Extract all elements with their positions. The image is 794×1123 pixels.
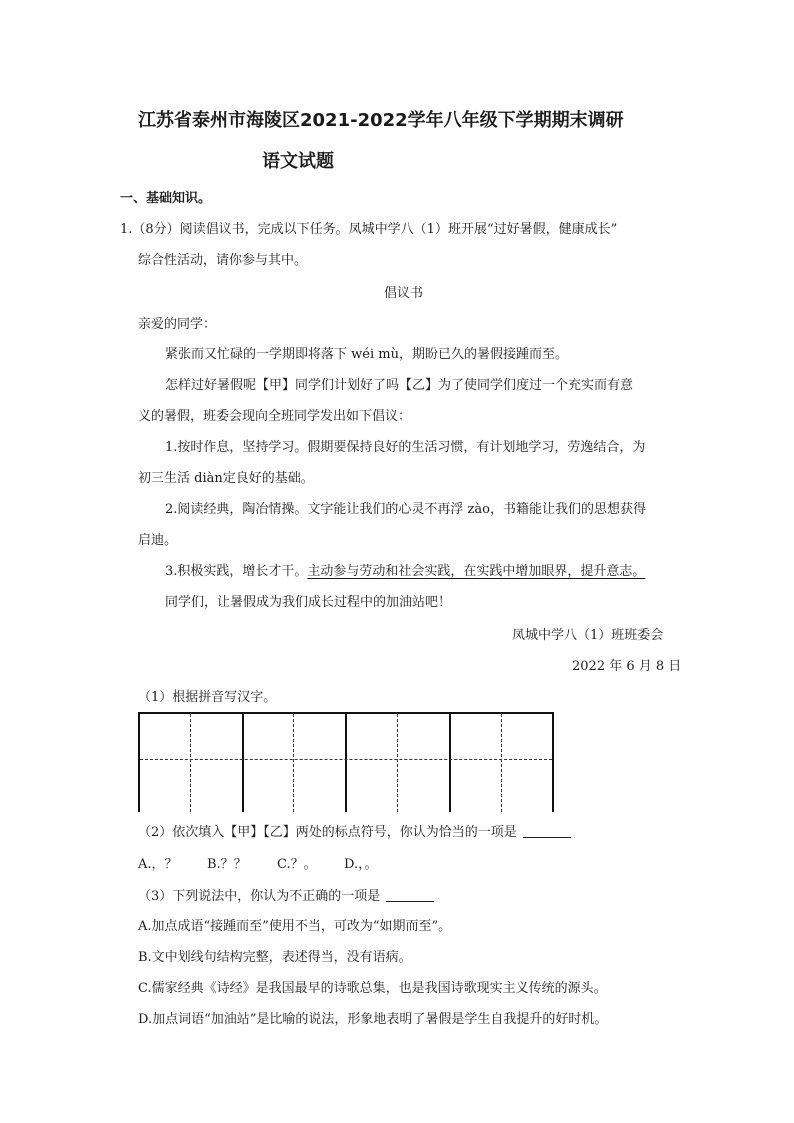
- answer-blank[interactable]: [386, 889, 434, 902]
- grid-right-border: [552, 712, 554, 812]
- option-b: B.？？: [207, 857, 247, 872]
- grid-cell[interactable]: [345, 712, 451, 812]
- option-d: D.，。: [344, 857, 378, 872]
- grid-guide-line: [140, 759, 552, 760]
- grid-guide-line: [190, 714, 191, 812]
- exam-title-line2: 语文试题: [262, 151, 334, 172]
- option-c: C.？。: [277, 857, 317, 872]
- proposal-item: 2.阅读经典，陶冶情操。文字能让我们的心灵不再浮 zào，书籍能让我们的思想获得: [165, 502, 646, 517]
- proposal-item-cont: 启迪。: [138, 533, 178, 548]
- subquestion-3-text: （3）下列说法中，你认为不正确的一项是: [138, 889, 381, 904]
- letter-date: 2022 年 6 月 8 日: [572, 659, 682, 674]
- option-b: B.文中划线句结构完整，表述得当，没有语病。: [138, 950, 412, 965]
- subquestion-2: [138, 821, 571, 840]
- letter-paragraph-cont: 义的暑假，班委会现向全班同学发出如下倡议：: [138, 409, 412, 424]
- letter-paragraph: 紧张而又忙碌的一学期即将落下 wéi mù，期盼已久的暑假接踵而至。: [165, 347, 568, 362]
- grid-guide-line: [397, 714, 398, 812]
- option-c: C.儒家经典《诗经》是我国最早的诗歌总集，也是我国诗歌现实主义传统的源头。: [138, 981, 607, 996]
- answer-blank[interactable]: [523, 825, 571, 838]
- letter-heading: 倡议书: [384, 286, 424, 301]
- underlined-sentence: 主动参与劳动和社会实践，在实践中增加眼界，提升意志。: [307, 564, 646, 579]
- exam-title-line1: 江苏省泰州市海陵区2021-2022学年八年级下学期期末调研: [138, 110, 624, 131]
- option-d: D.加点词语“加油站”是比喻的说法，形象地表明了暑假是学生自我提升的好时机。: [138, 1012, 608, 1027]
- subquestion-3: [138, 885, 434, 904]
- question-intro: 1.（8分）阅读倡议书，完成以下任务。凤城中学八（1）班开展“过好暑假，健康成长”: [120, 222, 618, 237]
- grid-cell[interactable]: [138, 712, 244, 812]
- grid-guide-line: [293, 714, 294, 812]
- letter-signature: 凤城中学八（1）班班委会: [512, 628, 664, 643]
- question-intro-cont: 综合性活动，请你参与其中。: [138, 253, 308, 268]
- writing-grid: [138, 712, 552, 812]
- grid-cell[interactable]: [449, 712, 555, 812]
- option-a: A.，？: [138, 857, 178, 872]
- letter-greeting: 亲爱的同学：: [138, 317, 217, 332]
- proposal-item-prefix: 3.积极实践，增长才干。: [165, 564, 308, 579]
- proposal-item-cont: 初三生活 diàn定良好的基础。: [138, 471, 314, 486]
- letter-closing: 同学们，让暑假成为我们成长过程中的加油站吧！: [165, 595, 452, 610]
- letter-paragraph: 怎样过好暑假呢【甲】同学们计划好了吗【乙】为了使同学们度过一个充实而有意: [165, 378, 634, 393]
- subquestion-2-text: （2）依次填入【甲】【乙】两处的标点符号，你认为恰当的一项是: [138, 825, 517, 840]
- proposal-item: [165, 560, 645, 579]
- proposal-item: 1.按时作息，坚持学习。假期要保持良好的生活习惯，有计划地学习，劳逸结合，为: [165, 440, 646, 455]
- section-heading: 一、基础知识。: [120, 191, 212, 206]
- option-a: A.加点成语“接踵而至”使用不当，可改为“如期而至”。: [138, 919, 452, 934]
- subquestion-1: （1）根据拼音写汉字。: [138, 690, 277, 705]
- grid-cell[interactable]: [242, 712, 348, 812]
- grid-guide-line: [501, 714, 502, 812]
